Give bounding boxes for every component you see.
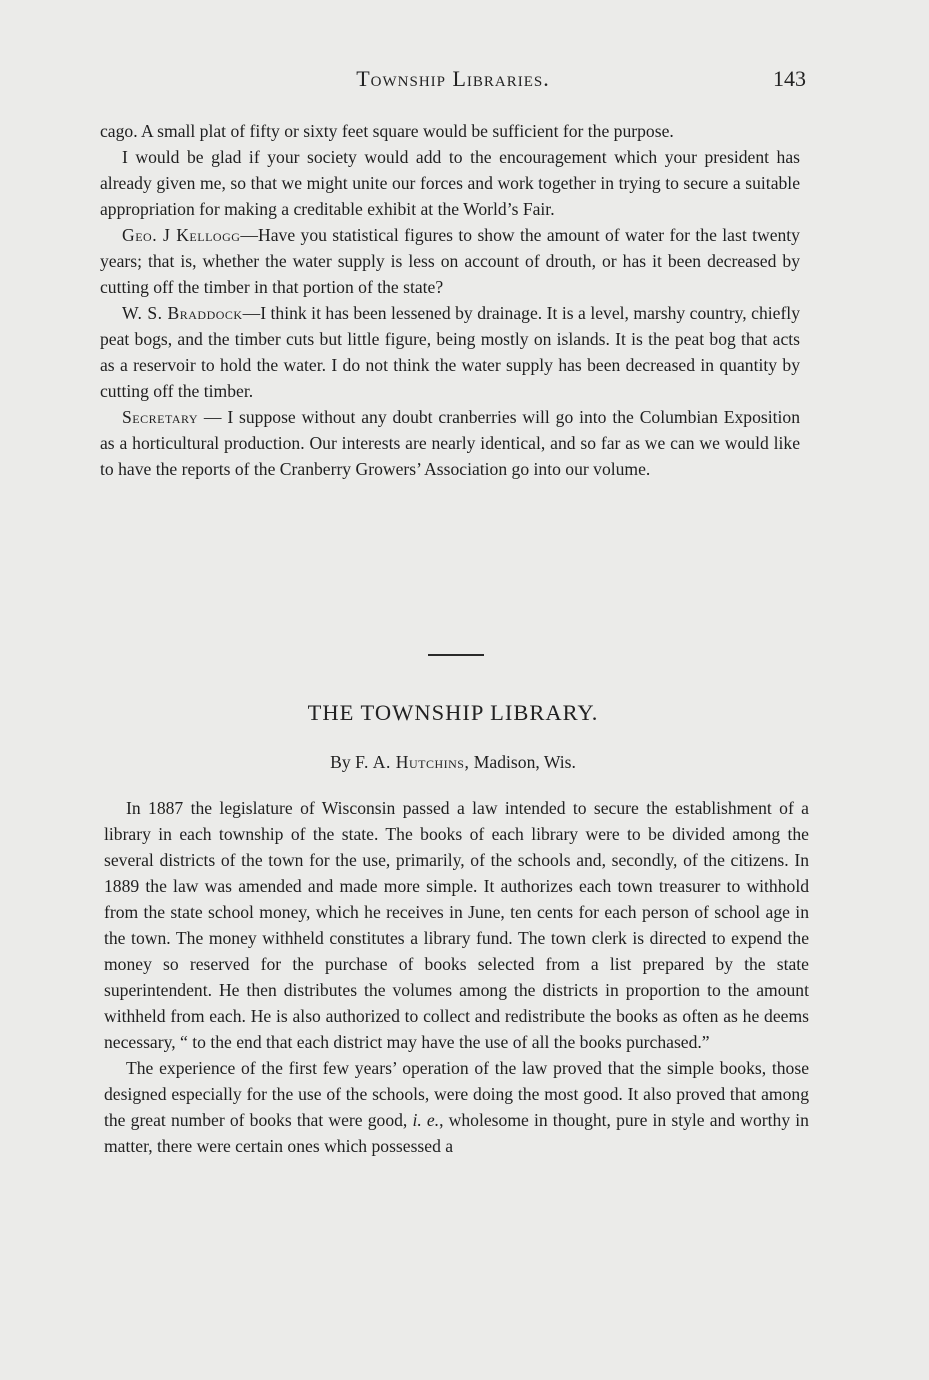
speech-text: —Have you statistical figures to show the amount of water for the last twenty years; that is, whether the water supply is less on account of drouth, or has it been decreased by cutting off the timber in that portion of the state? (100, 225, 800, 297)
paragraph-braddock (100, 300, 800, 404)
speaker-name: Secretary (122, 407, 198, 427)
speech-text: — I suppose without any doubt cranberries will go into the Columbian Exposition as a horticultural production. Our interests are nearly identical, and so far as we can we would like to have the reports of the Cranberry Growers’ Association go into our volume. (100, 407, 800, 479)
byline-place: Madison, Wis. (473, 752, 576, 772)
paragraph: In 1887 the legislature of Wisconsin passed a law intended to secure the establishment of a library in each township of the state. The books of each library were to be divided among the several districts of the town for the use, primarily, of the schools and, secondly, of the citizens. In 1889 the law was amended and made more simple. It authorizes each town treasurer to withhold from the state school money, which he receives in June, ten cents for each person of school age in the town. The money withheld constitutes a library fund. The town clerk is directed to expend the money so reserved for the purchase of books selected from a list prepared by the state superintendent. He then distributes the volumes among the districts in proportion to the amount withheld from each. He is also authorized to collect and redistribute the books as often as he deems necessary, “ to the end that each district may have the use of all the books purchased.” (104, 798, 809, 1052)
byline-author: F. A. Hutchins, (355, 752, 470, 772)
paragraph (104, 1055, 809, 1159)
speaker-name: Geo. J Kellogg (122, 225, 241, 245)
continued-discussion (100, 118, 800, 482)
paragraph-kellogg (100, 222, 800, 300)
section-divider (428, 654, 484, 656)
byline (100, 752, 806, 773)
running-title: Township Libraries. (356, 66, 550, 91)
speech-text: —I think it has been lessened by drainage. It is a level, marshy country, chiefly peat bogs, and the timber cuts but little figure, being mostly on islands. It is the peat bog that acts as a reservoir to hold the water. I do not think the water supply has been decreased in quantity by cutting off the timber. (100, 303, 800, 401)
running-head (100, 66, 806, 100)
paragraph: I would be glad if your society would add to the encouragement which your president has already given me, so that we might unite our forces and work together in trying to secure a suitable appropriation for making a creditable exhibit at the World’s Fair. (100, 147, 800, 219)
italic-abbreviation: i. e. (412, 1110, 440, 1130)
paragraph-text: , wholesome in thought, pure in style and worthy in matter, there were certain ones which possessed a (104, 1110, 809, 1156)
paragraph-text: The experience of the first few years’ operation of the law proved that the simple books, those designed especially for the use of the schools, were doing the most good. It also proved that among the great number of books that were good, (104, 1058, 809, 1130)
byline-prefix: By (330, 752, 351, 772)
speaker-name: W. S. Braddock (122, 303, 243, 323)
paragraph-secretary (100, 404, 800, 482)
page-number: 143 (773, 66, 806, 91)
paragraph: cago. A small plat of fifty or sixty feet square would be sufficient for the purpose. (100, 121, 674, 141)
article-body (104, 795, 809, 1159)
article-title: THE TOWNSHIP LIBRARY. (307, 700, 599, 725)
